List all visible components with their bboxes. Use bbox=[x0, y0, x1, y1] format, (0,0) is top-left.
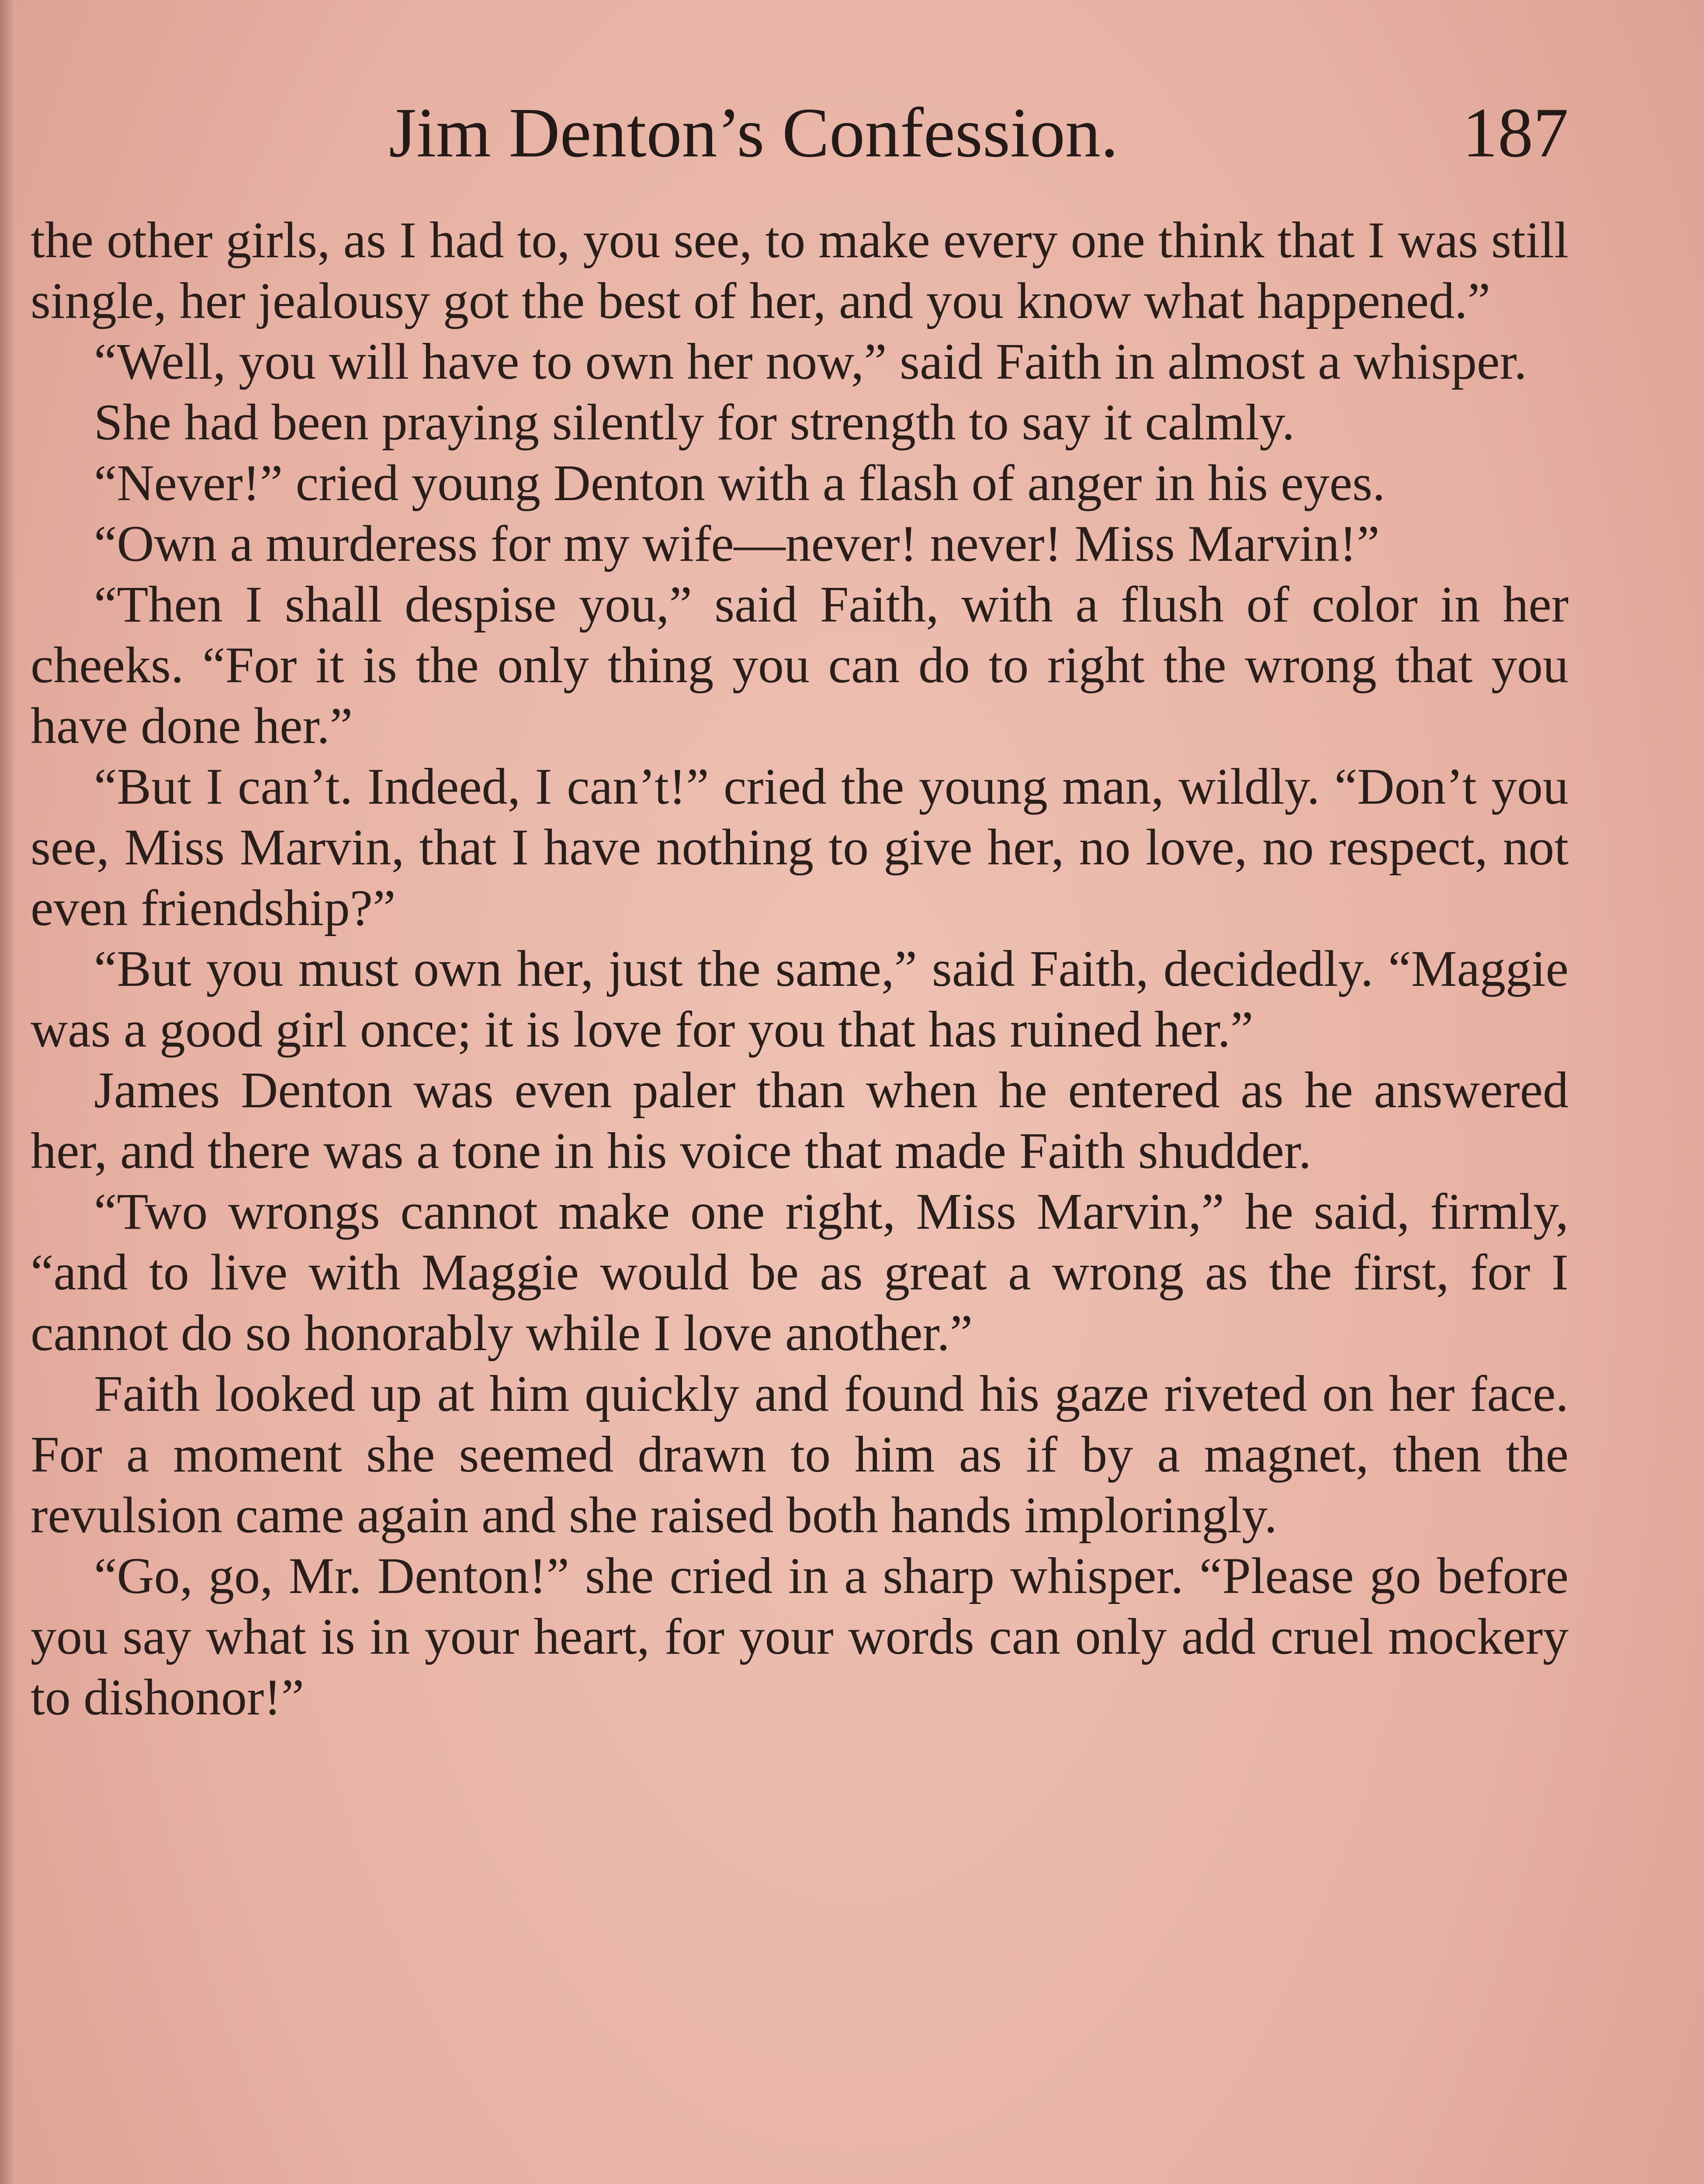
paragraph: “But you must own her, just the same,” said Faith, decidedly. “Maggie was a good girl once; it is love for you that has ruined her.” bbox=[31, 940, 1569, 1058]
paragraph: the other girls, as I had to, you see, to make every one think that I was still single, her jealousy got the best of her, and you know what happened.” bbox=[31, 211, 1569, 329]
paragraph: “Go, go, Mr. Denton!” she cried in a sharp whisper. “Please go before you say what is in your heart, for your words can only add cruel mockery to dishonor!” bbox=[31, 1547, 1569, 1726]
paragraph: She had been praying silently for strength to say it calmly. bbox=[94, 394, 1295, 451]
paragraph: “Well, you will have to own her now,” said Faith in almost a whisper. bbox=[94, 333, 1527, 390]
paragraph: “Two wrongs cannot make one right, Miss Marvin,” he said, firmly, “and to live with Maggie would be as great a wrong as the first, for I cannot do so honorably while I love another.” bbox=[31, 1183, 1569, 1362]
running-title: Jim Denton’s Confession. bbox=[389, 94, 1119, 172]
paragraph: “But I can’t. Indeed, I can’t!” cried the young man, wildly. “Don’t you see, Miss Marvin, that I have nothing to give her, no love, no respect, not even friendship?” bbox=[31, 758, 1569, 936]
paragraph: James Denton was even paler than when he entered as he answered her, and there was a tone in his voice that made Faith shudder. bbox=[31, 1061, 1569, 1179]
paragraph: “Own a murderess for my wife—never! never! Miss Marvin!” bbox=[94, 515, 1380, 572]
page-header bbox=[31, 90, 1569, 177]
page-number: 187 bbox=[1462, 94, 1569, 172]
paragraph: “Then I shall despise you,” said Faith, with a flush of color in her cheeks. “For it is the only thing you can do to right the wrong that you have done her.” bbox=[31, 576, 1569, 754]
page-edge-shadow bbox=[0, 0, 15, 2184]
paragraph: “Never!” cried young Denton with a flash of anger in his eyes. bbox=[94, 454, 1385, 511]
paragraph: Faith looked up at him quickly and found his gaze riveted on her face. For a moment she seemed drawn to him as if by a magnet, then the revulsion came again and she raised both hands imploringly. bbox=[31, 1365, 1569, 1544]
book-body-text bbox=[31, 210, 1569, 1728]
